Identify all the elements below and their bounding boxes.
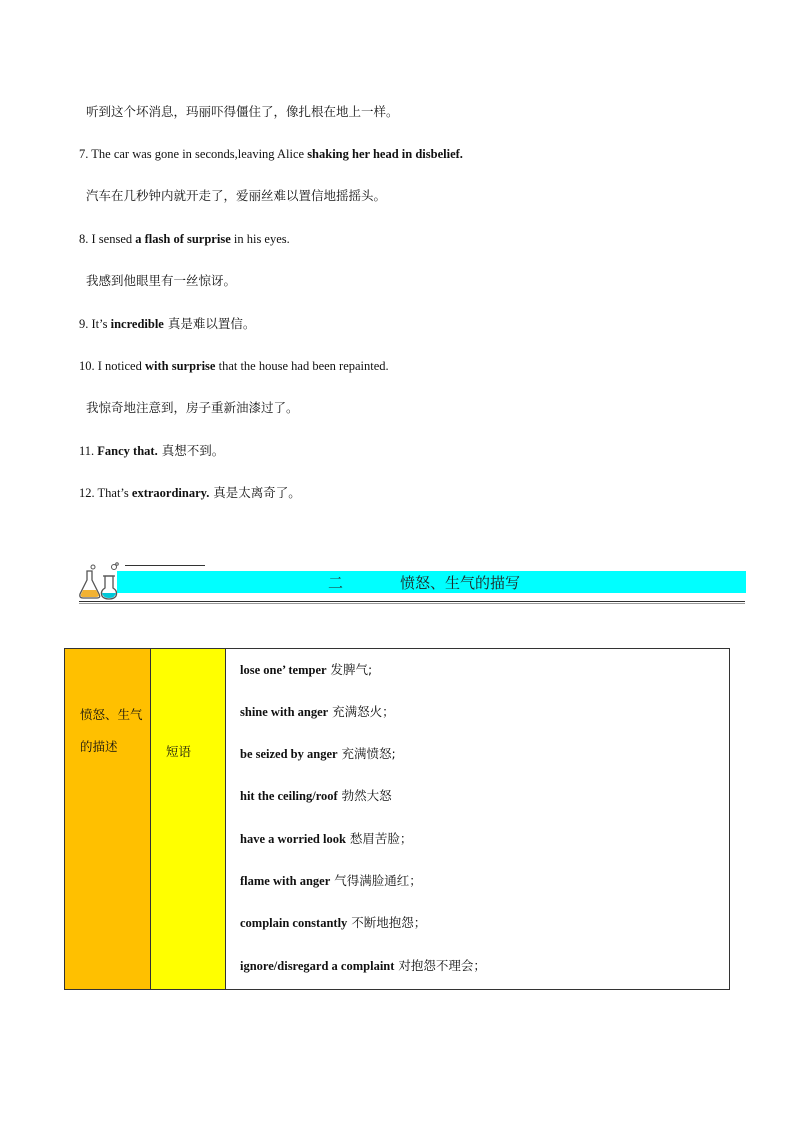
phrase-item: be seized by anger 充满愤怒; — [240, 746, 396, 761]
section-title: 愤怒、生气的描写 — [400, 574, 521, 592]
category-cell — [65, 649, 151, 989]
section-underline — [79, 601, 745, 602]
lab-flask-icon — [79, 562, 119, 600]
phrase-item: ignore/disregard a complaint 对抱怨不理会； — [240, 958, 486, 973]
sentence-7-translation: 汽车在几秒钟内就开走了，爱丽丝难以置信地摇摇头。 — [86, 188, 387, 203]
phrase-item: flame with anger 气得满脸通红； — [240, 873, 422, 888]
phrases-cell — [226, 649, 729, 989]
section-number: 二 — [328, 574, 344, 592]
phrase-item: shine with anger 充满怒火； — [240, 704, 395, 719]
sentence-8-translation: 我感到他眼里有一丝惊讶。 — [86, 273, 237, 288]
section-underline-secondary — [79, 603, 745, 604]
sentence-7: 7. The car was gone in seconds,leaving Alice shaking her head in disbelief. — [79, 147, 463, 161]
type-label: 短语 — [166, 744, 192, 759]
phrase-item: hit the ceiling/roof 勃然大怒 — [240, 788, 392, 803]
sentence-8: 8. I sensed a flash of surprise in his eyes. — [79, 232, 290, 246]
phrase-item: complain constantly 不断地抱怨； — [240, 915, 427, 930]
sentence-9: 9. It’s incredible 真是难以置信。 — [79, 316, 256, 331]
phrase-item: have a worried look 愁眉苦脸； — [240, 831, 413, 846]
sentence-10-translation: 我惊奇地注意到，房子重新油漆过了。 — [86, 400, 299, 415]
type-cell — [151, 649, 226, 989]
sentence-11: 11. Fancy that. 真想不到。 — [79, 443, 225, 458]
sentence-10: 10. I noticed with surprise that the house had been repainted. — [79, 359, 389, 373]
section-top-rule — [125, 565, 205, 566]
sentence-6-translation: 听到这个坏消息，玛丽吓得僵住了，像扎根在地上一样。 — [86, 104, 399, 119]
section-header-bar — [117, 571, 746, 593]
phrase-item: lose one’ temper 发脾气; — [240, 662, 373, 677]
phrase-table — [64, 648, 730, 990]
sentence-12: 12. That’s extraordinary. 真是太离奇了。 — [79, 485, 301, 500]
category-label: 愤怒、生气 的描述 — [80, 707, 143, 754]
